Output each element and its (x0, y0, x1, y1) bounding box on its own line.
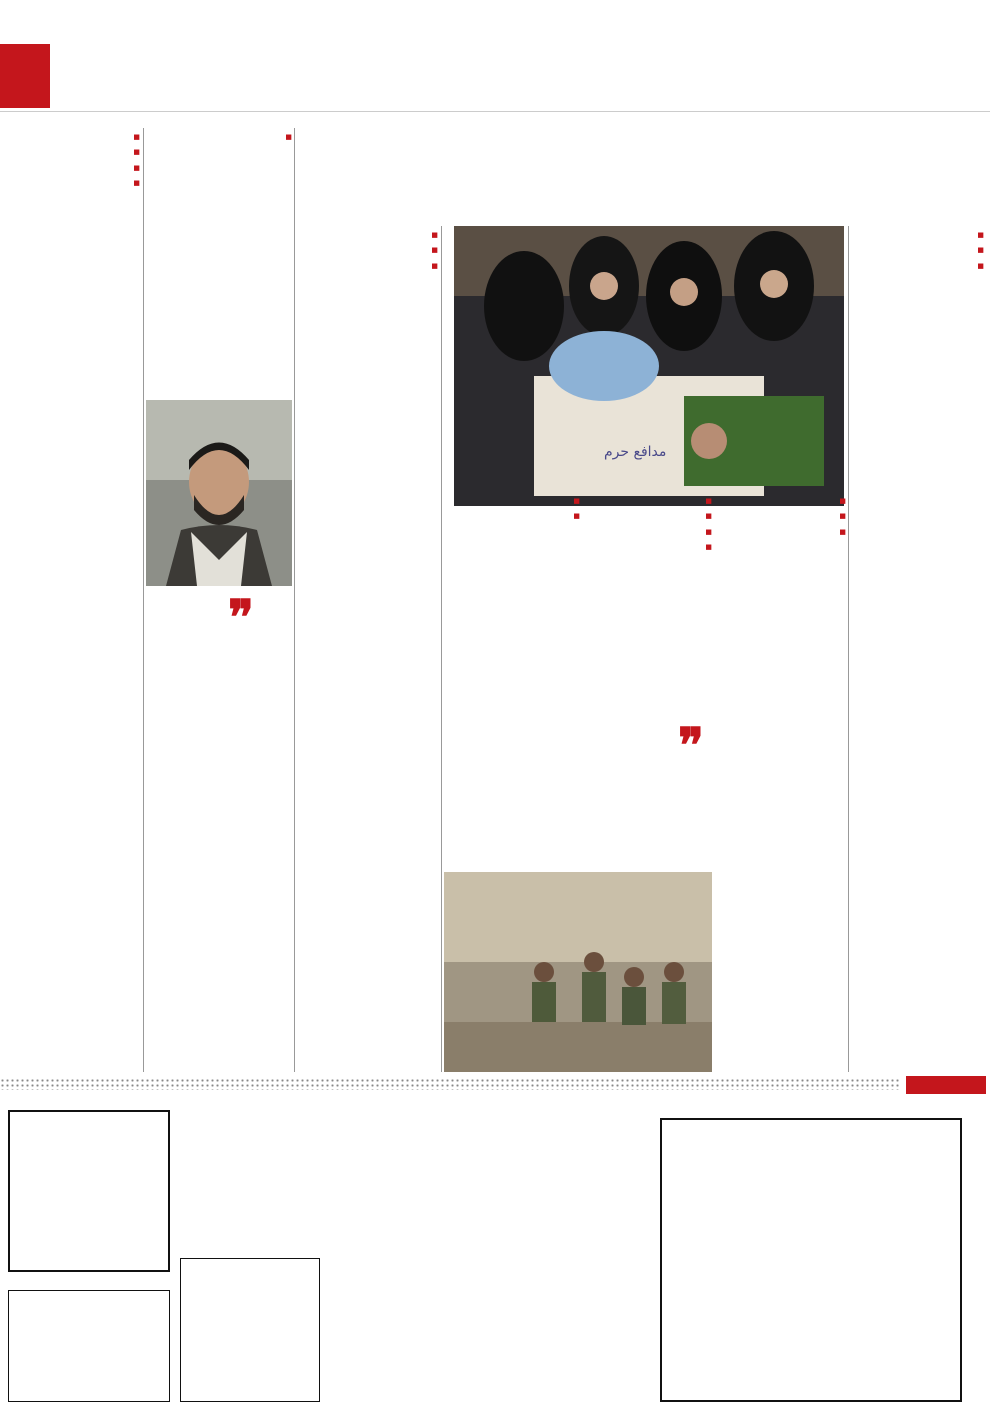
column-divider (441, 226, 442, 1072)
down-clues (380, 1306, 650, 1406)
quote-mark-1: ❞ (678, 718, 704, 774)
col1-block-1 (852, 244, 984, 256)
col3-block-2 (586, 510, 712, 522)
article-column-5 (298, 226, 438, 1072)
col5-block-2 (298, 244, 438, 256)
col1-block-0 (852, 229, 984, 241)
section-brand (400, 44, 510, 100)
column-divider (294, 128, 295, 1072)
newspaper-logo (0, 44, 50, 108)
quote-mark-2: ❞ (228, 590, 254, 646)
article-column-6 (146, 128, 292, 1072)
across-clues (380, 1178, 650, 1278)
col5-block-3 (298, 260, 438, 272)
second-photo-soldiers (444, 872, 712, 1072)
article-column-2 (718, 492, 846, 1072)
column-divider (143, 128, 144, 1072)
col4-block-2 (444, 510, 580, 522)
article-column-4 (444, 492, 580, 870)
col5-block-1 (298, 229, 438, 241)
sudoku-grid (8, 1110, 170, 1272)
crossword-solution-grid (180, 1258, 320, 1402)
col7-block-3 (6, 162, 140, 174)
article-column-3 (586, 492, 712, 872)
sudoku-solution-grid (8, 1290, 170, 1402)
main-photo-mourners (454, 226, 844, 506)
col2-block-2 (718, 510, 846, 522)
col7-block-1 (6, 131, 140, 143)
col3-block-1 (586, 495, 712, 507)
col4-block-1 (444, 495, 580, 507)
col6-block-1 (146, 131, 292, 143)
article-column-1 (852, 226, 984, 1072)
svg-text:مدافع حرم: مدافع حرم (604, 444, 667, 460)
col3-block-4 (586, 541, 712, 553)
col7-block-4 (6, 177, 140, 189)
article-column-7 (6, 128, 140, 1072)
col7-block-2 (6, 146, 140, 158)
martyr-portrait (146, 400, 292, 586)
col2-block-3 (718, 526, 846, 538)
col3-block-3 (586, 526, 712, 538)
col2-block-1 (718, 495, 846, 507)
puzzle-section-tab (906, 1076, 986, 1094)
column-divider (848, 226, 849, 1072)
puzzle-separator (0, 1078, 900, 1090)
crossword-grid (660, 1118, 962, 1402)
col1-block-2 (852, 260, 984, 272)
